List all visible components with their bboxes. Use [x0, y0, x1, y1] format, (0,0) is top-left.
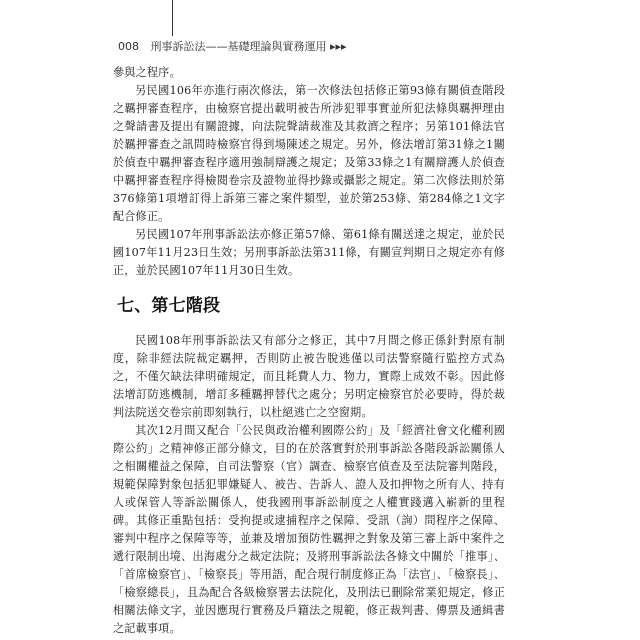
body-text: [113, 64, 505, 638]
arrow-decoration: ▸▸▸: [330, 40, 347, 53]
section-heading: 七、第七階段: [117, 296, 221, 316]
paragraph: 民國108年刑事訴訟法又有部分之修正，其中7月間之修正係針對原有制度，除非經法院裁定羈押，否則防止被告脫逃僅以司法警察隨行監控方式為之，不僅欠缺法律明確規定，而且耗費人力、物力，實際上成效不彰。因此修法增訂防逃機制，增訂多種羈押替代之處分；另明定檢察官於必要時，得於裁判法院送交卷宗前即刻執行，以杜絕逃亡之空窗期。: [113, 334, 505, 419]
paragraph: 其次12月間又配合「公民與政治權利國際公約」及「經濟社會文化權利國際公約」之精神修正部分條文，目的在於落實對於刑事訴訟各階段訴訟關係人之相關權益之保障，自司法警察（官）調查、檢察官偵查及至法院審判階段，規範保障對象包括犯罪嫌疑人、被告、告訴人、證人及扣押物之所有人、持有人或保管人等訴訟關係人，使我國刑事訴訟制度之人權實踐邁入嶄新的里程碑。其修正重點包括：受拘提或逮捕程序之保障、受訊（詢）問程序之保障、審判中程序之保障等等，並兼及增加預防性羈押之對象及第三審上訴中案件之遞行限制出境、出海處分之裁定法院；及將刑事訴訟法各條文中關於「推事」、「首席檢察官」、「檢察長」等用語，配合現行制度修正為「法官」、「檢察長」、「檢察總長」，且為配合各級檢察署去法院化，及刑法已刪除常業犯規定，修正相關法條文字，並因應現行實務及戶籍法之規範，修正裁判書、傳票及通緝書之記載事項。: [113, 424, 505, 635]
running-header: [118, 38, 347, 54]
page-number: 008: [118, 40, 139, 53]
paragraph: 另民國107年刑事訴訟法亦修正第57條、第61條有關送達之規定，並於民國107年11月23日生效；另刑事訴訟法第311條，有關宣判期日之規定亦有修正，並於民國107年11月30日生效。: [113, 228, 505, 277]
paragraph: 另民國106年亦進行兩次修法，第一次修法包括修正第93條有關偵查階段之羈押審查程序，由檢察官提出載明被告所涉犯罪事實並所犯法條與羈押理由之聲請書及提出有關證據，向法院聲請裁准及其救濟之程序；另第101條法官於羈押審查之訊問時檢察官得到場陳述之規定。另外，修法增訂第31條之1關於偵查中羈押審查程序適用強制辯護之規定；及第33條之1有關辯護人於偵查中羈押審查程序得檢閱卷宗及證物並得抄錄或攝影之規定。第二次修法則於第376條第1項增訂得上訴第三審之案件類型，並於第253條、第284條之1文字配合修正。: [113, 84, 505, 223]
margin-rule: [172, 0, 173, 36]
paragraph: 參與之程序。: [113, 66, 181, 79]
running-title: 刑事訴訟法——基礎理論與實務運用: [150, 40, 327, 53]
